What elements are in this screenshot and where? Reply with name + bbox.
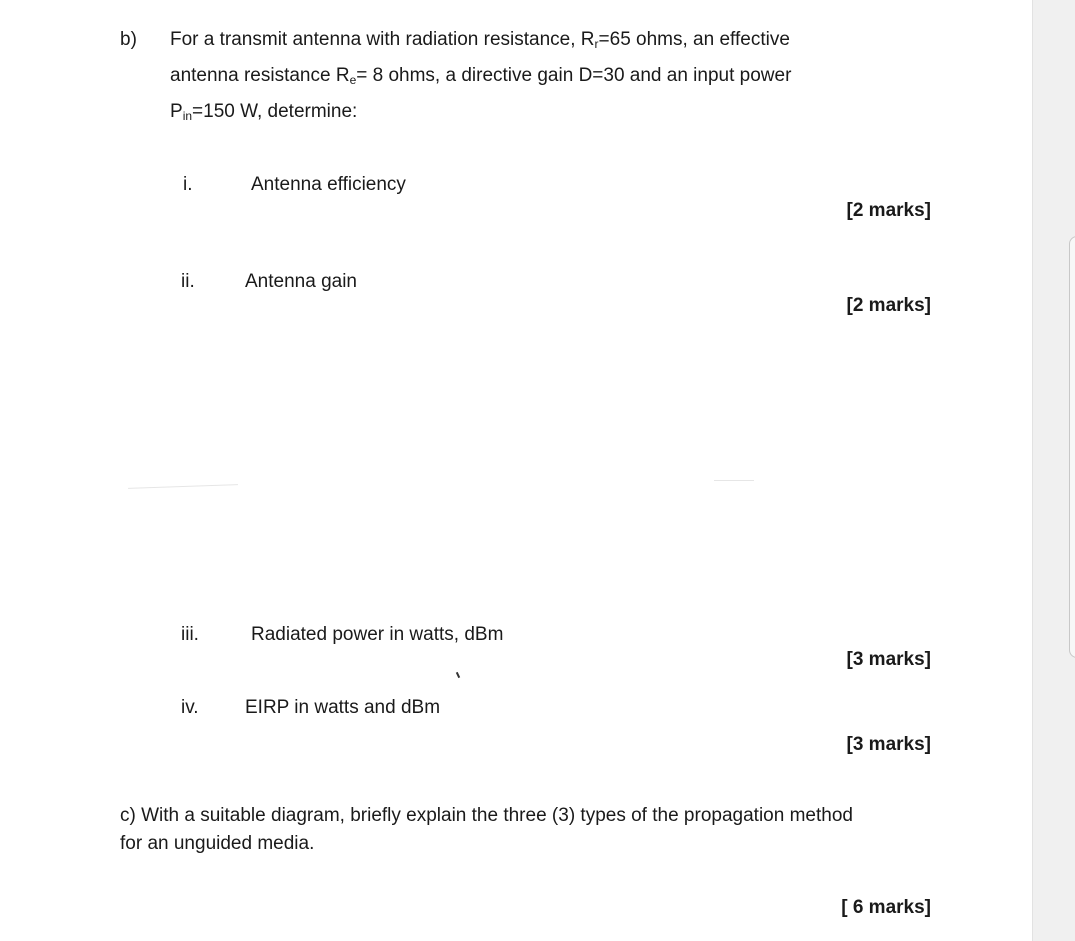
question-b-intro-line1: For a transmit antenna with radiation resistance, $R_r=65$ ohms, an effective [170, 29, 790, 51]
stray-mark [456, 672, 460, 678]
part-ii-text: Antenna gain [245, 271, 357, 292]
scan-smudge [714, 480, 754, 481]
question-b-label: b) [120, 29, 137, 50]
part-i-marks: [2 marks] [846, 200, 931, 221]
part-iii-text: Radiated power in watts, dBm [251, 624, 504, 645]
question-c-line2: for an unguided media. [120, 833, 315, 854]
part-iv-text: EIRP in watts and dBm [245, 697, 441, 718]
sidebar-panel-edge[interactable] [1069, 236, 1075, 658]
part-iv-marks: [3 marks] [846, 734, 931, 755]
question-b-intro-line3: $P_{in}=150$ W, determine: [170, 101, 358, 123]
question-c-marks: [ 6 marks] [841, 897, 931, 918]
part-ii-numeral: ii. [181, 271, 195, 292]
part-ii-marks: [2 marks] [846, 295, 931, 316]
part-i-text: Antenna efficiency [251, 174, 406, 195]
part-iii-numeral: iii. [181, 624, 199, 645]
scan-smudge [128, 484, 238, 489]
question-c-line1: c) With a suitable diagram, briefly explain the three (3) types of the propagation method [120, 805, 853, 826]
part-iv-numeral: iv. [181, 697, 199, 718]
question-b-intro-line2: antenna resistance $R_e= 8$ ohms, a directive gain D=30 and an input power [170, 65, 792, 87]
part-iii-marks: [3 marks] [846, 649, 931, 670]
part-i-numeral: i. [183, 174, 193, 195]
